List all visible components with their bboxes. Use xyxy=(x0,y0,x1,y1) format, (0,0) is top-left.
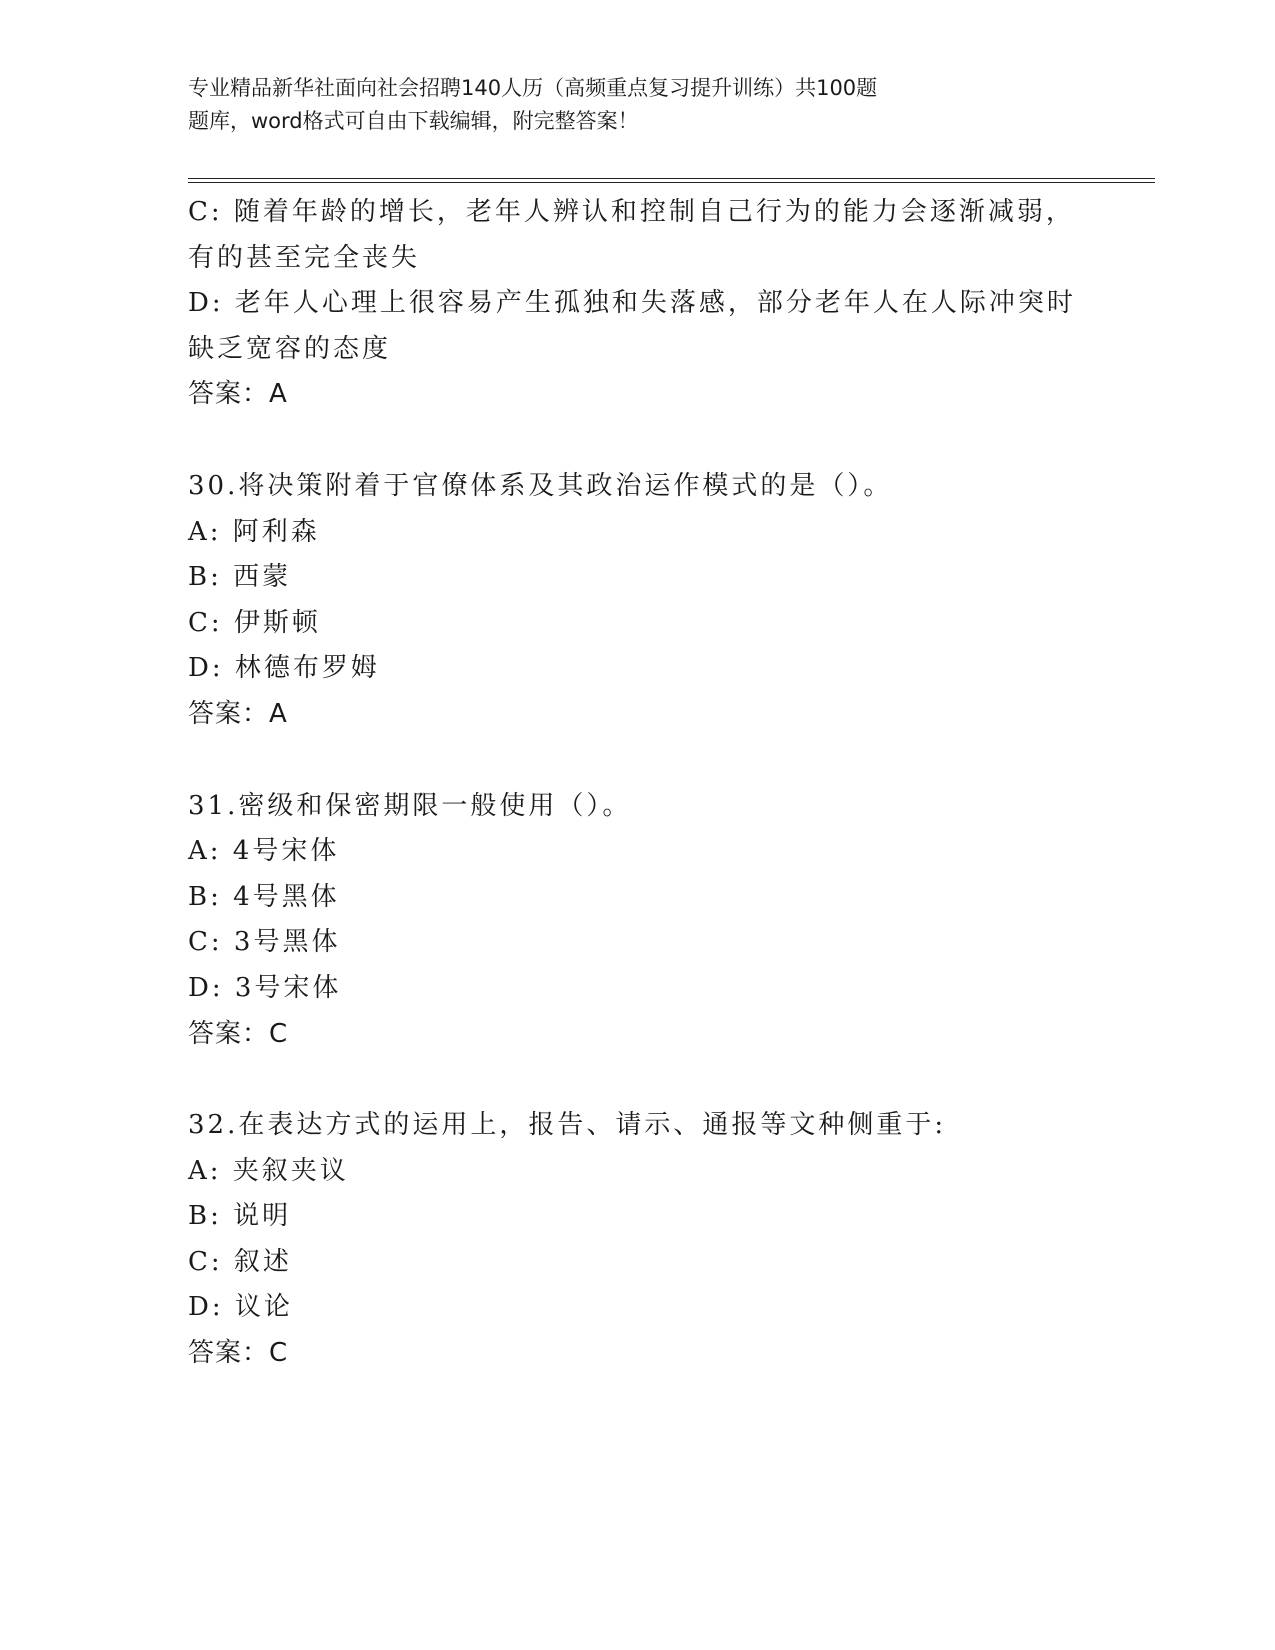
option-c: C: 3号黑体 xyxy=(188,927,341,958)
option-c-line-2: 有的甚至完全丧失 xyxy=(188,242,421,273)
answer-line: 答案：A xyxy=(188,698,288,729)
question-stem: 31.密级和保密期限一般使用（）。 xyxy=(188,790,632,821)
option-d-line-1: D: 老年人心理上很容易产生孤独和失落感，部分老年人在人际冲突时 xyxy=(188,288,1076,319)
option-b: B: 4号黑体 xyxy=(188,881,340,912)
header-title-line-2: 题库，word格式可自由下载编辑，附完整答案！ xyxy=(188,109,639,133)
option-d-line-2: 缺乏宽容的态度 xyxy=(188,333,392,364)
question-stem: 30.将决策附着于官僚体系及其政治运作模式的是（）。 xyxy=(188,470,893,501)
option-c: C: 伊斯顿 xyxy=(188,607,321,638)
answer-line: 答案：C xyxy=(188,1018,289,1049)
question-30 xyxy=(188,464,1148,738)
question-31 xyxy=(188,784,1148,1058)
option-b: B: 说明 xyxy=(188,1201,292,1232)
spacer xyxy=(188,738,1148,784)
option-d: D: 林德布罗姆 xyxy=(188,653,380,684)
answer-line: 答案：C xyxy=(188,1338,289,1369)
spacer xyxy=(188,1057,1148,1103)
header-divider-top xyxy=(188,178,1155,179)
option-a: A: 4号宋体 xyxy=(188,836,340,867)
question-stem: 32.在表达方式的运用上，报告、请示、通报等文种侧重于: xyxy=(188,1110,947,1141)
question-32 xyxy=(188,1103,1148,1377)
option-a: A: 阿利森 xyxy=(188,516,320,547)
answer-line: 答案：A xyxy=(188,379,288,410)
option-b: B: 西蒙 xyxy=(188,562,292,593)
option-d: D: 3号宋体 xyxy=(188,972,342,1003)
header-divider-bottom xyxy=(188,182,1155,183)
continued-question xyxy=(188,190,1148,418)
header-title-line-1: 专业精品新华社面向社会招聘140人历（高频重点复习提升训练）共100题 xyxy=(188,76,878,100)
option-c: C: 叙述 xyxy=(188,1246,292,1277)
question-content xyxy=(188,190,1148,1377)
option-a: A: 夹叙夹议 xyxy=(188,1155,349,1186)
option-c-line-1: C: 随着年龄的增长，老年人辨认和控制自己行为的能力会逐渐减弱， xyxy=(188,197,1075,227)
document-header xyxy=(188,72,1088,138)
spacer xyxy=(188,418,1148,464)
option-d: D: 议论 xyxy=(188,1292,293,1323)
